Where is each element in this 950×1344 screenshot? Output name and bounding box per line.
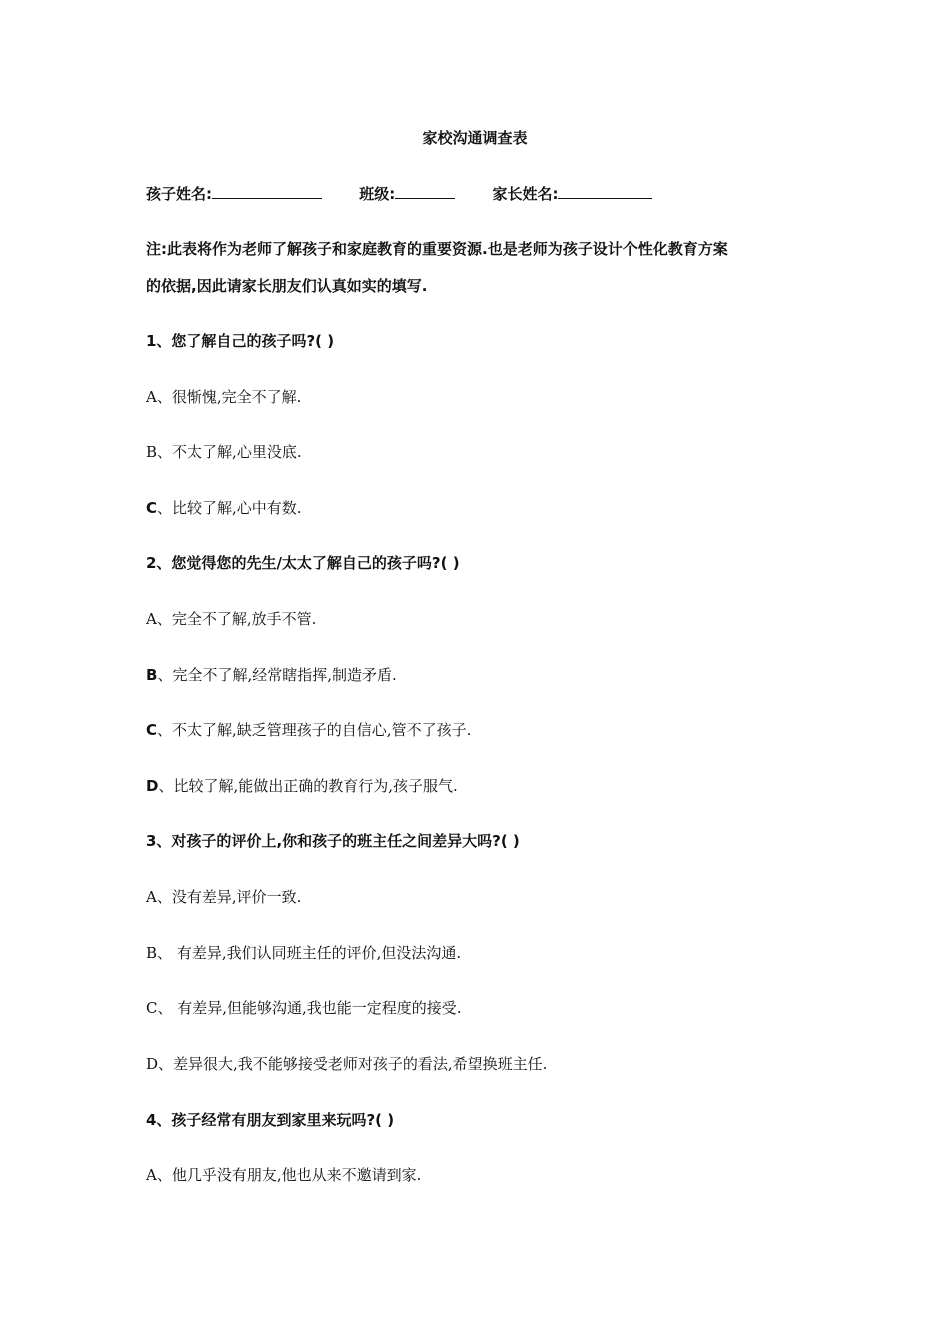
option-letter: B <box>146 944 158 962</box>
option-letter: B <box>146 443 158 461</box>
option-sep: 、 <box>158 777 174 795</box>
q3-option-b <box>146 943 461 963</box>
q2-option-b <box>146 665 397 685</box>
q1-option-b <box>146 442 302 462</box>
class-field <box>359 184 455 204</box>
option-text: 完全不了解,放手不管. <box>171 610 317 628</box>
option-text: 他几乎没有朋友,他也从来不邀请到家. <box>171 1166 422 1184</box>
option-text: 不太了解,心里没底. <box>172 443 302 461</box>
question-2: 2、您觉得您的先生/太太了解自己的孩子吗?( ) <box>146 554 460 572</box>
question-1: 1、您了解自己的孩子吗?( ) <box>146 332 335 350</box>
question-3: 3、对孩子的评价上,你和孩子的班主任之间差异大吗?( ) <box>146 832 520 850</box>
option-letter: C <box>146 499 158 517</box>
parent-name-field <box>492 184 652 204</box>
option-text: 比较了解,能做出正确的教育行为,孩子服气. <box>173 777 458 795</box>
option-sep: 、 <box>156 388 172 406</box>
note-line-2: 的依据,因此请家长朋友们认真如实的填写. <box>146 277 428 295</box>
option-sep: 、 <box>157 999 178 1017</box>
option-sep: 、 <box>157 944 177 962</box>
child-name-label: 孩子姓名: <box>146 185 212 203</box>
option-letter: A <box>146 888 157 906</box>
document-title: 家校沟通调查表 <box>422 129 528 147</box>
option-sep: 、 <box>156 610 172 628</box>
q4-option-a <box>146 1165 421 1185</box>
info-fields-row <box>146 184 652 204</box>
option-sep: 、 <box>158 1055 174 1073</box>
parent-name-blank[interactable] <box>558 184 652 199</box>
option-letter: C <box>146 999 158 1017</box>
option-sep: 、 <box>157 443 173 461</box>
q3-option-d <box>146 1054 547 1074</box>
class-blank[interactable] <box>395 184 455 199</box>
child-name-blank[interactable] <box>212 184 322 199</box>
q1-option-a <box>146 387 301 407</box>
q2-option-a <box>146 609 316 629</box>
option-text: 有差异,我们认同班主任的评价,但没法沟通. <box>176 944 462 962</box>
child-name-field <box>146 184 322 204</box>
q3-option-c <box>146 998 462 1018</box>
option-letter: A <box>146 388 157 406</box>
option-text: 差异很大,我不能够接受老师对孩子的看法,希望换班主任. <box>173 1055 548 1073</box>
q3-option-a <box>146 887 301 907</box>
q2-option-c <box>146 720 471 740</box>
option-letter: C <box>146 721 158 739</box>
q2-option-d <box>146 776 458 796</box>
option-sep: 、 <box>156 888 172 906</box>
option-text: 没有差异,评价一致. <box>171 888 302 906</box>
parent-name-label: 家长姓名: <box>492 185 559 203</box>
option-text: 有差异,但能够沟通,我也能一定程度的接受. <box>177 999 462 1017</box>
note-line-1: 注:此表将作为老师了解孩子和家庭教育的重要资源.也是老师为孩子设计个性化教育方案 <box>146 240 728 258</box>
class-label: 班级: <box>359 185 396 203</box>
option-text: 完全不了解,经常瞎指挥,制造矛盾. <box>172 666 397 684</box>
option-sep: 、 <box>156 1166 172 1184</box>
option-text: 很惭愧,完全不了解. <box>171 388 302 406</box>
question-4: 4、孩子经常有朋友到家里来玩吗?( ) <box>146 1111 395 1129</box>
option-sep: 、 <box>157 666 173 684</box>
option-text: 不太了解,缺乏管理孩子的自信心,管不了孩子. <box>172 721 472 739</box>
option-letter: A <box>146 1166 157 1184</box>
option-letter: A <box>146 610 157 628</box>
option-sep: 、 <box>157 721 173 739</box>
option-text: 比较了解,心中有数. <box>172 499 302 517</box>
q1-option-c <box>146 498 302 518</box>
option-letter: D <box>146 777 159 795</box>
option-letter: D <box>146 1055 159 1073</box>
option-sep: 、 <box>157 499 173 517</box>
option-letter: B <box>146 666 158 684</box>
